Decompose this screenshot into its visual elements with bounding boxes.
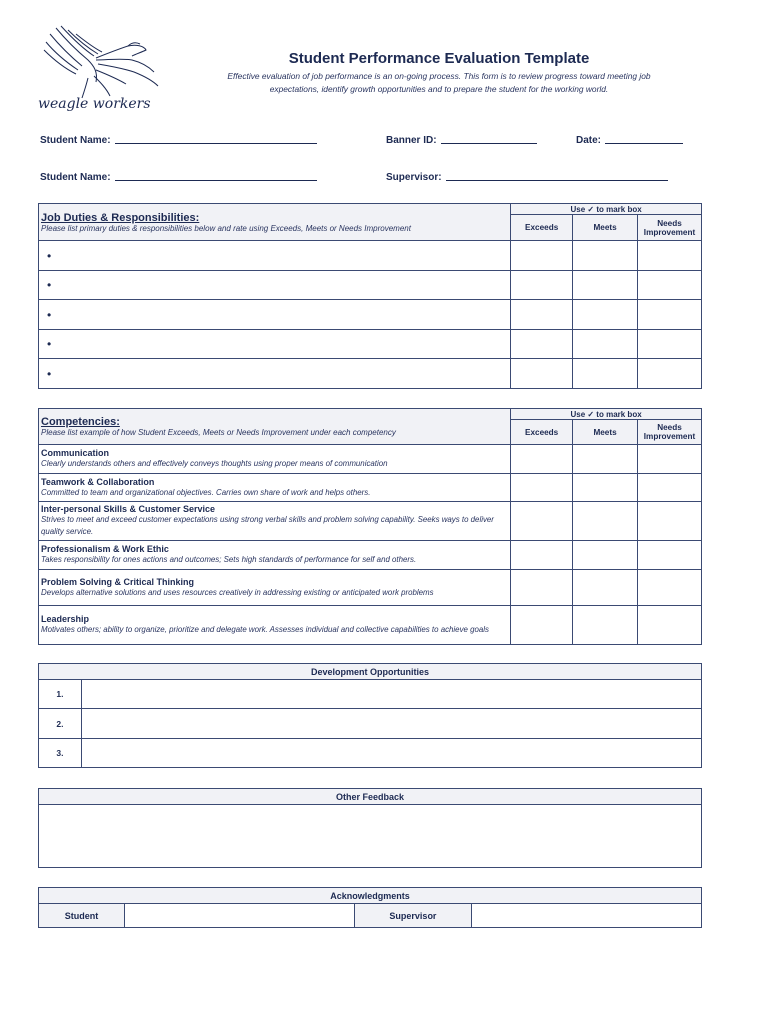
exceeds-box[interactable] [511, 502, 573, 541]
meets-box[interactable] [573, 300, 638, 330]
competency-cell[interactable] [39, 502, 511, 541]
feedback-input[interactable] [39, 805, 702, 868]
development-num: 3. [39, 739, 82, 768]
col-meets: Meets [573, 215, 638, 241]
exceeds-box[interactable] [511, 330, 573, 359]
col-needs-improvement [638, 420, 702, 445]
col-needs-line-2: Improvement [643, 432, 696, 441]
student-name-label-2: Student Name: [40, 172, 111, 183]
competency-cell[interactable] [39, 541, 511, 570]
exceeds-box[interactable] [511, 541, 573, 570]
date-line[interactable] [605, 133, 683, 144]
job-duties-note: Please list primary duties & responsibilities below and rate using Exceeds, Meets or Needs Improvement [41, 223, 411, 233]
competency-cell[interactable] [39, 474, 511, 502]
meets-box[interactable] [573, 445, 638, 474]
date-label: Date: [576, 135, 602, 146]
student-name-line-1[interactable] [115, 133, 317, 144]
competency-row [39, 541, 702, 570]
logo-text: weagle workers [38, 96, 151, 112]
col-needs-line-1: Needs [657, 218, 682, 228]
use-mark-label: Use ✓ to mark box [511, 204, 702, 215]
job-duties-table [38, 203, 702, 389]
competency-desc: Clearly understands others and effectively conveys thoughts using proper means of communication [41, 459, 388, 468]
col-needs-line-2: Improvement [643, 227, 696, 237]
feedback-table [38, 788, 702, 868]
exceeds-box[interactable] [511, 300, 573, 330]
competency-desc: Committed to team and organizational objectives. Carries own share of work and helps others. [41, 487, 371, 497]
job-duties-header [39, 204, 511, 241]
exceeds-box[interactable] [511, 474, 573, 502]
duty-row [39, 359, 702, 389]
development-input[interactable] [81, 739, 701, 768]
meets-box[interactable] [573, 541, 638, 570]
duty-input[interactable]: • [39, 241, 511, 271]
banner-id-field[interactable] [386, 133, 537, 146]
subtitle-line-1: Effective evaluation of job performance is an on-going process. This form is to review progress toward meeting job [227, 71, 651, 81]
banner-id-label: Banner ID: [386, 135, 437, 146]
development-input[interactable] [81, 709, 701, 739]
ack-supervisor-label: Supervisor [354, 904, 472, 928]
duty-input[interactable]: • [39, 300, 511, 330]
student-name-line-2[interactable] [115, 170, 317, 181]
competency-row [39, 570, 702, 606]
duty-row [39, 241, 702, 271]
supervisor-field[interactable] [386, 170, 668, 183]
needs-box[interactable] [638, 606, 702, 645]
needs-box[interactable] [638, 330, 702, 359]
competency-name: Inter-personal Skills & Customer Service [41, 504, 216, 514]
needs-box[interactable] [638, 502, 702, 541]
meets-box[interactable] [573, 474, 638, 502]
competency-cell[interactable] [39, 570, 511, 606]
exceeds-box[interactable] [511, 359, 573, 389]
student-name-label-1: Student Name: [40, 135, 111, 146]
weagle-workers-logo [36, 20, 176, 115]
competencies-title: Competencies: [41, 416, 120, 428]
needs-box[interactable] [638, 474, 702, 502]
meets-box[interactable] [573, 271, 638, 300]
supervisor-label: Supervisor: [386, 172, 442, 183]
meets-box[interactable] [573, 502, 638, 541]
development-title: Development Opportunities [39, 664, 702, 680]
exceeds-box[interactable] [511, 445, 573, 474]
development-table [38, 663, 702, 768]
duty-input[interactable]: • [39, 359, 511, 389]
needs-box[interactable] [638, 445, 702, 474]
competency-cell[interactable] [39, 445, 511, 474]
col-meets: Meets [573, 420, 638, 445]
competency-name: Professionalism & Work Ethic [41, 544, 169, 554]
needs-box[interactable] [638, 241, 702, 271]
duty-row [39, 330, 702, 359]
competencies-note: Please list example of how Student Exceeds, Meets or Needs Improvement under each competency [41, 428, 396, 437]
competency-name: Problem Solving & Critical Thinking [41, 576, 195, 587]
competency-desc: Strives to meet and exceed customer expectations using strong verbal skills and problem solving capability. Seeks ways to deliver quality service. [41, 515, 494, 536]
exceeds-box[interactable] [511, 570, 573, 606]
meets-box[interactable] [573, 330, 638, 359]
meets-box[interactable] [573, 359, 638, 389]
needs-box[interactable] [638, 541, 702, 570]
competency-row [39, 474, 702, 502]
col-needs-line-1: Needs [657, 423, 682, 432]
student-name-field-2[interactable] [40, 170, 317, 183]
col-exceeds: Exceeds [511, 215, 573, 241]
acknowledgments-table [38, 887, 702, 928]
competency-name: Communication [41, 448, 110, 458]
duty-row [39, 271, 702, 300]
meets-box[interactable] [573, 570, 638, 606]
competencies-table [38, 408, 702, 645]
competency-row [39, 606, 702, 645]
date-field[interactable] [576, 133, 683, 146]
duty-input[interactable]: • [39, 271, 511, 300]
ack-supervisor-signature[interactable] [472, 904, 702, 928]
subtitle-line-2: expectations, identify growth opportunities and to prepare the student for the working world. [269, 84, 609, 94]
student-name-field-1[interactable] [40, 133, 317, 146]
page-title: Student Performance Evaluation Template [288, 50, 590, 67]
competency-name: Leadership [41, 614, 90, 624]
banner-id-line[interactable] [441, 133, 537, 144]
needs-box[interactable] [638, 359, 702, 389]
meets-box[interactable] [573, 606, 638, 645]
competency-name: Teamwork & Collaboration [41, 476, 155, 487]
duty-input[interactable]: • [39, 330, 511, 359]
competency-row [39, 445, 702, 474]
competency-desc: Takes responsibility for ones actions and outcomes; Sets high standards of performance for self and others. [41, 555, 417, 564]
competency-desc: Motivates others; ability to organize, prioritize and delegate work. Assesses individual and collective capabilities to achieve goals [41, 625, 489, 634]
feedback-title: Other Feedback [39, 789, 702, 805]
needs-box[interactable] [638, 271, 702, 300]
exceeds-box[interactable] [511, 241, 573, 271]
needs-box[interactable] [638, 570, 702, 606]
ack-student-label: Student [39, 904, 125, 928]
page-subtitle [200, 70, 678, 96]
meets-box[interactable] [573, 241, 638, 271]
development-input[interactable] [81, 680, 701, 709]
acknowledgments-title: Acknowledgments [39, 888, 702, 904]
duty-row [39, 300, 702, 330]
competency-desc: Develops alternative solutions and uses resources creatively in addressing existing or anticipated work problems [41, 587, 434, 597]
supervisor-line[interactable] [446, 170, 668, 181]
development-num: 1. [39, 680, 82, 709]
needs-box[interactable] [638, 300, 702, 330]
exceeds-box[interactable] [511, 606, 573, 645]
competencies-header [39, 409, 511, 445]
job-duties-title: Job Duties & Responsibilities: [41, 211, 200, 224]
use-mark-label: Use ✓ to mark box [511, 409, 702, 420]
competency-cell[interactable] [39, 606, 511, 645]
competency-row [39, 502, 702, 541]
ack-student-signature[interactable] [124, 904, 354, 928]
col-needs-improvement [638, 215, 702, 241]
development-num: 2. [39, 709, 82, 739]
exceeds-box[interactable] [511, 271, 573, 300]
col-exceeds: Exceeds [511, 420, 573, 445]
